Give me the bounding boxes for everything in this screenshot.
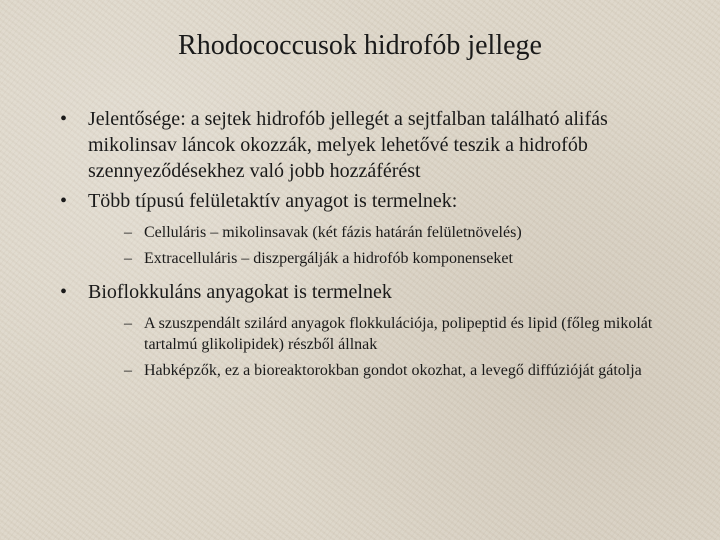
sub-bullet-marker: – (124, 250, 132, 267)
bullet-marker: • (60, 190, 68, 212)
sub-bullet-item (88, 248, 700, 269)
bullet-item (60, 106, 700, 184)
sub-bullet-text: Celluláris – mikolinsavak (két fázis határán felületnövelés) (144, 224, 522, 241)
sub-bullet-text: Habképzők, ez a bioreaktorokban gondot okozhat, a levegő diffúzióját gátolja (144, 362, 642, 379)
sub-bullet-text: Extracelluláris – diszpergálják a hidrofób komponenseket (144, 250, 513, 267)
sub-bullet-item (88, 313, 700, 355)
bullet-text: Jelentősége: a sejtek hidrofób jellegét a sejtfalban található alifás mikolinsav láncok okozzák, melyek lehetővé teszik a hidrofób szennyeződésekhez való jobb hozzáférést (88, 108, 608, 182)
sub-bullet-marker: – (124, 315, 132, 332)
bullet-marker: • (60, 108, 68, 130)
sub-bullet-text: A szuszpendált szilárd anyagok flokkulációja, polipeptid és lipid (főleg mikolát tartalmú glikolipidek) részből állnak (144, 315, 653, 353)
bullet-list (60, 106, 700, 391)
sub-bullet-list (88, 313, 700, 381)
bullet-text: Bioflokkuláns anyagokat is termelnek (88, 281, 392, 303)
sub-bullet-item (88, 360, 700, 381)
bullet-marker: • (60, 281, 68, 303)
bullet-item (60, 279, 700, 381)
sub-bullet-item (88, 222, 700, 243)
bullet-item (60, 188, 700, 269)
sub-bullet-list (88, 222, 700, 269)
slide-title: Rhodococcusok hidrofób jellege (178, 30, 542, 61)
sub-bullet-marker: – (124, 362, 132, 379)
bullet-text: Több típusú felületaktív anyagot is termelnek: (88, 190, 458, 212)
sub-bullet-marker: – (124, 224, 132, 241)
